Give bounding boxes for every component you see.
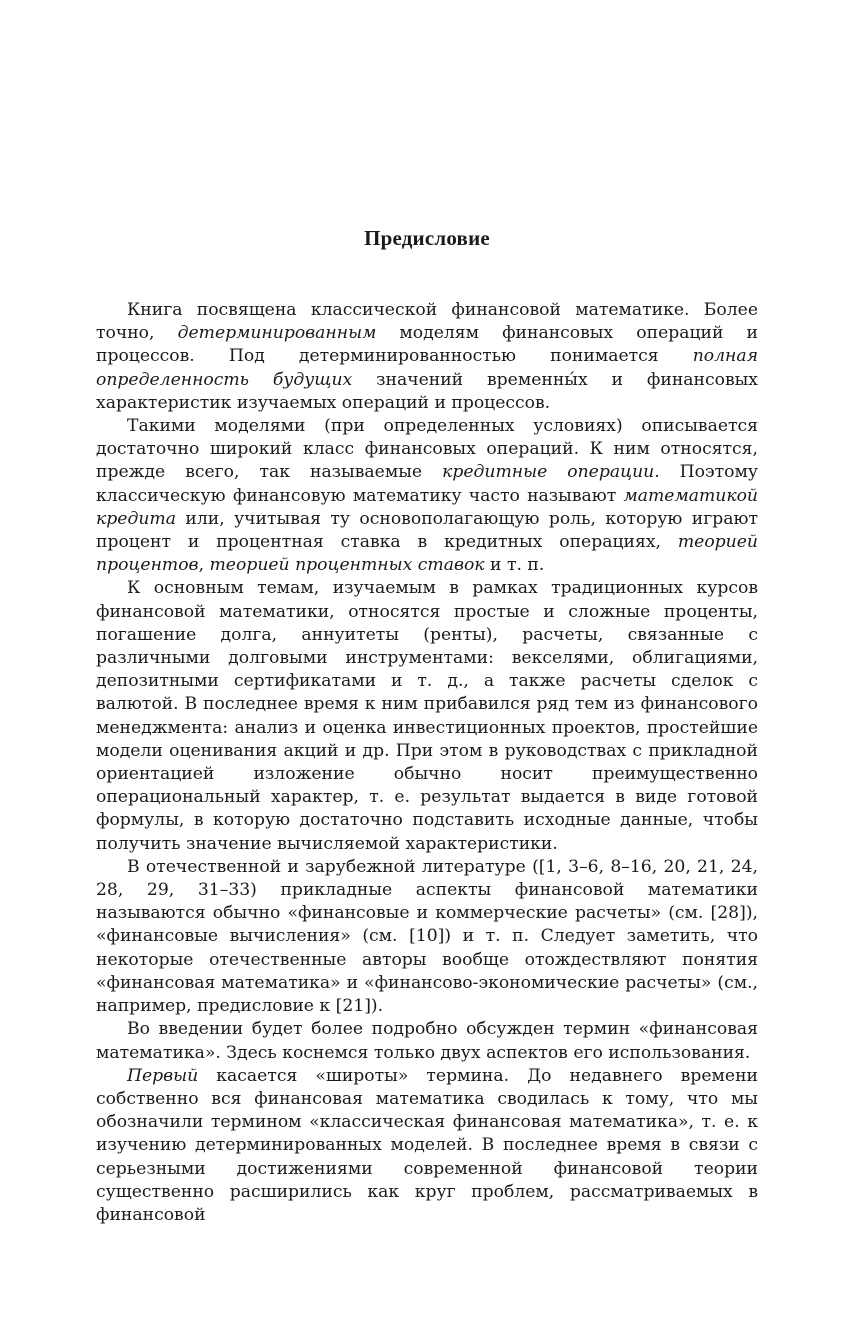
document-page xyxy=(96,226,758,1227)
emphasis-text: теорией процентных ставок xyxy=(209,555,485,576)
paragraph xyxy=(96,856,758,1018)
paragraph xyxy=(96,299,758,415)
emphasis-text: полная определенность будущих xyxy=(96,346,758,390)
emphasis-text: Первый xyxy=(127,1065,199,1086)
paragraph xyxy=(96,1018,758,1064)
body-text: В отечественной и зарубежной литературе ([1, 3–6, 8–16, 20, 21, 24, 28, 29, 31–33) прикладные аспекты финансовой математики называются обычно «финансовые и коммерческие расчеты» (см. [28]), «финансовые вычисления» (см. [10]) и т. п. Следует заметить, что некоторые отечественные авторы вообще отождествляют понятия «финансовая математика» и «финансово-экономические расчеты» (см., например, предисловие к [21]). xyxy=(96,856,758,1017)
emphasis-text: теорией процентов xyxy=(96,532,758,576)
body-text: Такими моделями (при определенных условиях) описывается достаточно широкий класс финансовых операций. К ним относятся, прежде всего, так называемые xyxy=(96,416,758,483)
body-text: Во введении будет более подробно обсужден термин «финансовая математика». Здесь коснемся только двух аспектов его использования. xyxy=(96,1019,758,1063)
emphasis-text: детерминированным xyxy=(177,323,377,344)
body-text: или, учитывая ту основополагающую роль, которую играют процент и процентная ставка в кредитных операциях, xyxy=(96,508,758,553)
paragraph xyxy=(96,1065,758,1227)
body-text: и т. п. xyxy=(484,555,545,576)
body-text: , xyxy=(198,555,210,576)
paragraph xyxy=(96,415,758,577)
body-text: значений временны́х и финансовых характеристик изучаемых операций и процессов. xyxy=(96,369,758,413)
body-text: К основным темам, изучаемым в рамках традиционных курсов финансовой математики, относятся простые и сложные проценты, погашение долга, аннуитеты (ренты), расчеты, связанные с различными долговыми инструментами: векселями, облигациями, депозитными сертификатами и т. д., а также расчеты сделок с валютой. В последнее время к ним прибавился ряд тем из финансового менеджмента: анализ и оценка инвестиционных проектов, простейшие модели оценивания акций и др. При этом в руководствах с прикладной ориентацией изложение обычно носит преимущественно операциональный характер, т. е. результат выдается в виде готовой формулы, в которую достаточно подставить исходные данные, чтобы получить значение вычисляемой характеристики. xyxy=(96,578,758,854)
body-text: Книга посвящена классической финансовой математике. Более точно, xyxy=(96,300,758,344)
emphasis-text: кредитные операции. xyxy=(442,462,660,483)
page-title: Предисловие xyxy=(364,226,490,250)
body-text: Поэтому классическую финансовую математику часто называют xyxy=(96,462,758,506)
emphasis-text: математикой кредита xyxy=(96,485,758,529)
body-text: касается «широты» термина. До недавнего времени собственно вся финансовая математика сводилась к тому, что мы обозначили термином «классическая финансовая математика», т. е. к изучению детерминированных моделей. В последнее время в связи с серьезными достижениями современной финансовой теории существенно расширились как круг проблем, рассматриваемых в финансовой xyxy=(96,1065,758,1225)
body-text: моделям финансовых операций и процессов. Под детерминированностью понимается xyxy=(96,323,758,367)
paragraph xyxy=(96,577,758,855)
